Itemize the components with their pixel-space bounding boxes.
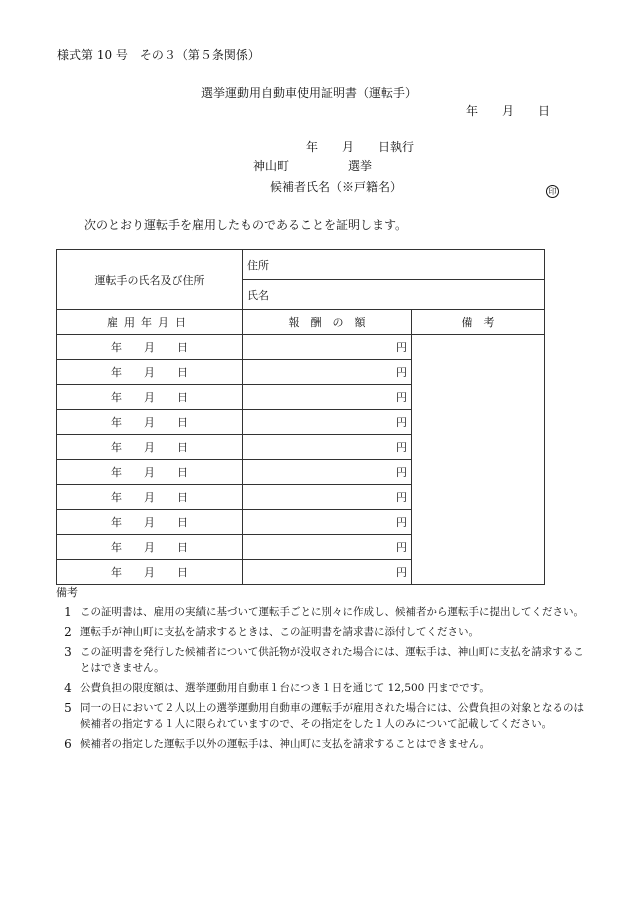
note-text: 候補者の指定した運転手以外の運転手は、神山町に支払を請求することはできません。: [80, 738, 491, 750]
note-item: [56, 736, 584, 752]
notes-heading: 備考: [56, 586, 78, 599]
town-name: 神山町: [253, 159, 290, 173]
row-date: 年 月 日: [57, 385, 243, 410]
note-number: 4: [64, 681, 72, 695]
table-header: [57, 310, 545, 335]
table-row: [57, 250, 545, 280]
address-cell: 住所: [243, 250, 545, 280]
row-date: 年 月 日: [57, 535, 243, 560]
note-item: [56, 604, 584, 620]
note-number: 1: [64, 605, 72, 619]
row-amount: 円: [243, 410, 412, 435]
note-text: この証明書を発行した候補者について供託物が没収された場合には、運転手は、神山町に支払を請求することはできません。: [80, 646, 584, 674]
election-date: 年 月 日執行: [306, 140, 415, 154]
driver-label-cell: 運転手の氏名及び住所: [57, 250, 243, 310]
note-text: この証明書は、雇用の実績に基づいて運転手ごとに別々に作成し、候補者から運転手に提出してください。: [80, 606, 584, 618]
note-item: [56, 644, 584, 676]
row-date: 年 月 日: [57, 360, 243, 385]
row-amount: 円: [243, 385, 412, 410]
name-cell: 氏名: [243, 280, 545, 310]
note-number: 6: [64, 737, 72, 751]
notes-section: [56, 585, 584, 752]
row-amount: 円: [243, 360, 412, 385]
remarks-cell: [412, 335, 545, 585]
col-date-header: 雇用年月日: [57, 310, 243, 335]
row-amount: 円: [243, 335, 412, 360]
issue-date: 年 月 日: [466, 104, 551, 118]
row-date: 年 月 日: [57, 335, 243, 360]
row-amount: 円: [243, 485, 412, 510]
col-remarks-header: 備 考: [412, 310, 545, 335]
note-text: 公費負担の限度額は、選挙運動用自動車１台につき１日を通じて 12,500 円までです。: [80, 682, 490, 694]
row-date: 年 月 日: [57, 560, 243, 585]
col-amount-header: 報 酬 の 額: [243, 310, 412, 335]
table-row: [57, 335, 545, 360]
seal-text: 印: [546, 185, 559, 198]
row-date: 年 月 日: [57, 485, 243, 510]
row-amount: 円: [243, 510, 412, 535]
row-date: 年 月 日: [57, 460, 243, 485]
row-date: 年 月 日: [57, 435, 243, 460]
document-title: 選挙運動用自動車使用証明書（運転手）: [201, 86, 418, 100]
row-amount: 円: [243, 535, 412, 560]
candidate-name-label: 候補者氏名（※戸籍名）: [270, 180, 403, 194]
certification-statement: 次のとおり運転手を雇用したものであることを証明します。: [84, 218, 408, 232]
row-amount: 円: [243, 460, 412, 485]
form-number: 様式第 10 号 その３（第５条関係）: [57, 48, 260, 62]
note-text: 同一の日において２人以上の選挙運動用自動車の運転手が雇用された場合には、公費負担の対象となるのは候補者の指定する１人に限られていますので、その指定をした１人のみについて記載してください。: [80, 702, 584, 730]
row-date: 年 月 日: [57, 510, 243, 535]
row-amount: 円: [243, 435, 412, 460]
note-number: 2: [64, 625, 72, 639]
election-label: 選挙: [348, 159, 373, 173]
seal-mark: [546, 179, 559, 198]
note-number: 5: [64, 701, 72, 715]
note-item: [56, 700, 584, 732]
row-amount: 円: [243, 560, 412, 585]
note-item: [56, 624, 584, 640]
employment-table: [56, 249, 545, 585]
note-text: 運転手が神山町に支払を請求するときは、この証明書を請求書に添付してください。: [80, 626, 479, 638]
note-number: 3: [64, 645, 72, 659]
note-item: [56, 680, 584, 696]
row-date: 年 月 日: [57, 410, 243, 435]
